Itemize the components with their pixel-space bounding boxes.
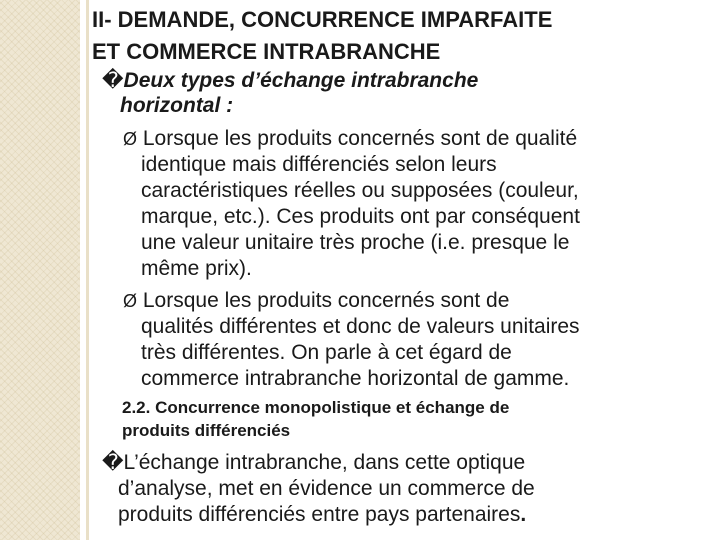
slide-title [92, 4, 712, 68]
box-bullet-icon: � [102, 69, 124, 92]
sub2-line-4: commerce intrabranche horizontal de gamme. [141, 367, 570, 390]
sub2-line-3: très différentes. On parle à cet égard de [141, 341, 512, 364]
title-line-1: II- DEMANDE, CONCURRENCE IMPARFAITE [92, 7, 553, 32]
point2-line-2: d’analyse, met en évidence un commerce de [118, 477, 535, 500]
section-heading-line-2: produits différenciés [122, 421, 291, 440]
point2-period: . [520, 503, 527, 526]
decorative-side-band [0, 0, 80, 540]
point1-line-2: horizontal : [120, 94, 234, 117]
point2-text-1: L’échange intrabranche, dans cette optique [123, 451, 526, 474]
sub2-text-1: Lorsque les produits concernés sont de [142, 289, 510, 312]
sub1-line-6: même prix). [141, 257, 252, 280]
section-heading-line-1: 2.2. Concurrence monopolistique et échange de [122, 398, 510, 417]
decorative-divider [86, 0, 89, 540]
sub1-line-3: caractéristiques réelles ou supposées (couleur, [141, 179, 579, 202]
sub2-line-2: qualités différentes et donc de valeurs unitaires [141, 315, 580, 338]
point1-text-1: Deux types d’échange intrabranche [123, 69, 479, 92]
sub1-line-4: marque, etc.). Ces produits ont par conséquent [141, 205, 580, 228]
point2-text-3: produits différenciés entre pays partenaires [118, 503, 521, 526]
sub1-line-1 [123, 126, 577, 152]
point2-line-3 [118, 502, 526, 528]
point2-line-1 [102, 450, 525, 476]
title-line-2: ET COMMERCE INTRABRANCHE [92, 39, 441, 64]
sub2-line-1 [123, 288, 509, 314]
sub1-line-5: une valeur unitaire très proche (i.e. presque le [141, 231, 570, 254]
point1-line-1 [102, 69, 478, 93]
sub1-line-2: identique mais différenciés selon leurs [141, 153, 497, 176]
box-bullet-icon: � [102, 451, 124, 474]
sub1-text-1: Lorsque les produits concernés sont de qualité [142, 127, 578, 150]
arrow-bullet-icon: Ø [123, 129, 138, 149]
arrow-bullet-icon: Ø [123, 291, 138, 311]
